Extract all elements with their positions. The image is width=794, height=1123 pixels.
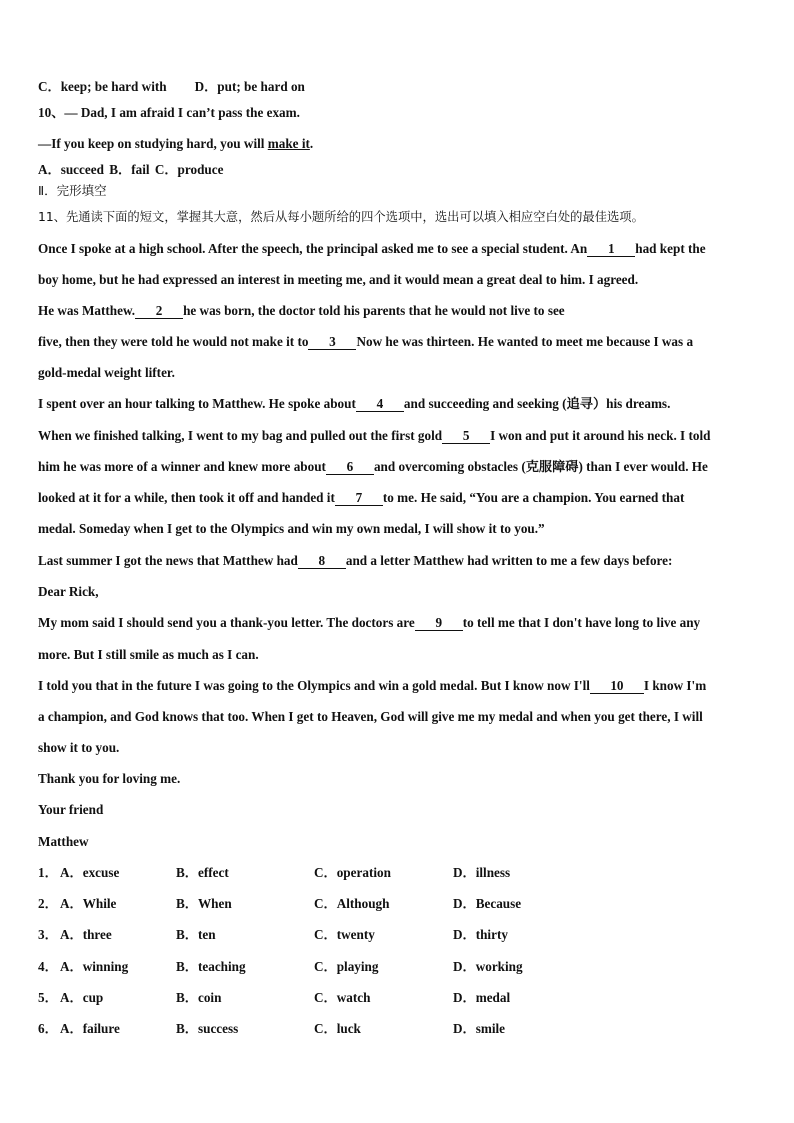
passage-text: had kept the — [635, 241, 706, 256]
choice-a: A．While — [60, 896, 117, 911]
choice-c: C．playing — [314, 959, 379, 974]
prev-question-options — [38, 79, 305, 95]
blank-7: 7 — [335, 491, 383, 506]
q10-prompt: 10、— Dad, I am afraid I can’t pass the exam. — [38, 105, 300, 120]
choice-a: A．cup — [60, 990, 104, 1005]
passage-line-15 — [38, 678, 706, 694]
passage-line-17: show it to you. — [38, 740, 120, 755]
choice-b: B．When — [176, 896, 232, 911]
choice-c: C．operation — [314, 865, 391, 880]
choice-d: D．illness — [453, 865, 511, 880]
choice-number: 1． — [38, 865, 58, 880]
choice-number: 4． — [38, 959, 58, 974]
choice-b: B．ten — [176, 927, 216, 942]
passage-text: I won and put it around his neck. I told — [490, 428, 711, 443]
passage-text: to me. He said, “You are a champion. You earned that — [382, 490, 685, 505]
section-heading: Ⅱ．完形填空 — [38, 183, 107, 198]
choice-c: C．luck — [314, 1021, 361, 1036]
choice-c: C．twenty — [314, 927, 375, 942]
passage-text: him he was more of a winner and knew more about — [38, 459, 326, 474]
blank-9: 9 — [415, 616, 463, 631]
passage-line-2: boy home, but he had expressed an interest in meeting me, and it would mean a great deal to him. I agreed. — [38, 272, 639, 287]
letter-salutation: Dear Rick, — [38, 584, 99, 599]
letter-signature: Matthew — [38, 834, 89, 849]
blank-6: 6 — [326, 460, 374, 475]
passage-line-13 — [38, 615, 700, 631]
choice-b: B．success — [176, 1021, 239, 1036]
passage-text: five, then they were told he would not make it to — [38, 334, 309, 349]
passage-text: I told you that in the future I was going to the Olympics and win a gold medal. But I know now I'll — [38, 678, 590, 693]
passage-text: and overcoming obstacles (克服障碍) than I ever would. He — [373, 459, 708, 474]
option-c: C．keep; be hard with — [38, 79, 167, 94]
q10-underlined-phrase: make it — [267, 136, 310, 151]
choice-a: A．three — [60, 927, 112, 942]
choice-c: C．watch — [314, 990, 371, 1005]
choice-number: 3． — [38, 927, 58, 942]
passage-text: I know I'm — [643, 678, 707, 693]
passage-text: and a letter Matthew had written to me a few days before: — [345, 553, 673, 568]
blank-10: 10 — [590, 679, 644, 694]
option-d: D．put; be hard on — [194, 79, 305, 94]
blank-5: 5 — [442, 429, 490, 444]
q10-reply-before: —If you keep on studying hard, you will — [38, 136, 268, 151]
choice-number: 2． — [38, 896, 58, 911]
letter-closing: Thank you for loving me. — [38, 771, 181, 786]
passage-text: Now he was thirteen. He wanted to meet me because I was a — [356, 334, 694, 349]
passage-text: He was Matthew. — [38, 303, 136, 318]
q11-instruction: 11、先通读下面的短文，掌握其大意，然后从每小题所给的四个选项中，选出可以填入相应空白处的最佳选项。 — [38, 210, 644, 224]
choice-number: 6． — [38, 1021, 58, 1036]
choice-number: 5． — [38, 990, 58, 1005]
passage-line-14: more. But I still smile as much as I can. — [38, 647, 259, 662]
passage-text: to tell me that I don't have long to live any — [462, 615, 701, 630]
passage-line-16: a champion, and God knows that too. When I get to Heaven, God will give me my medal and when you get there, I will — [38, 709, 703, 724]
choice-d: D．Because — [453, 896, 522, 911]
choice-c: C．Although — [314, 896, 390, 911]
q10-reply-after: . — [309, 136, 314, 151]
passage-line-4 — [38, 334, 693, 350]
passage-line-1 — [38, 241, 706, 257]
choice-b: B．coin — [176, 990, 222, 1005]
blank-3: 3 — [308, 335, 356, 350]
choice-b: B．effect — [176, 865, 229, 880]
passage-line-5: gold-medal weight lifter. — [38, 365, 175, 380]
q10-options: A．succeed B．fail C．produce — [38, 162, 224, 177]
choice-d: D．working — [453, 959, 523, 974]
blank-2: 2 — [135, 304, 183, 319]
passage-line-11 — [38, 553, 672, 569]
passage-line-7 — [38, 428, 710, 444]
choice-a: A．excuse — [60, 865, 120, 880]
q10-reply — [38, 136, 313, 152]
passage-text: he was born, the doctor told his parents that he would not live to see — [183, 303, 565, 318]
blank-1: 1 — [587, 242, 635, 257]
passage-text: Last summer I got the news that Matthew had — [38, 553, 298, 568]
passage-text: My mom said I should send you a thank-you letter. The doctors are — [38, 615, 415, 630]
passage-text: I spent over an hour talking to Matthew. He spoke about — [38, 396, 356, 411]
choice-d: D．thirty — [453, 927, 508, 942]
passage-line-10: medal. Someday when I get to the Olympics and win my own medal, I will show it to you.” — [38, 521, 545, 536]
passage-line-8 — [38, 459, 708, 475]
letter-signoff: Your friend — [38, 802, 104, 817]
choice-d: D．smile — [453, 1021, 506, 1036]
passage-text: and succeeding and seeking (追寻）his dreams. — [403, 396, 671, 411]
passage-line-6 — [38, 396, 670, 412]
choice-a: A．winning — [60, 959, 129, 974]
blank-4: 4 — [356, 397, 404, 412]
passage-text: looked at it for a while, then took it off and handed it — [38, 490, 335, 505]
choice-b: B．teaching — [176, 959, 246, 974]
passage-line-3 — [38, 303, 565, 319]
passage-text: When we finished talking, I went to my bag and pulled out the first gold — [38, 428, 443, 443]
passage-line-9 — [38, 490, 684, 506]
passage-text: Once I spoke at a high school. After the speech, the principal asked me to see a special student. An — [38, 241, 588, 256]
choice-d: D．medal — [453, 990, 511, 1005]
choice-a: A．failure — [60, 1021, 120, 1036]
blank-8: 8 — [298, 554, 346, 569]
